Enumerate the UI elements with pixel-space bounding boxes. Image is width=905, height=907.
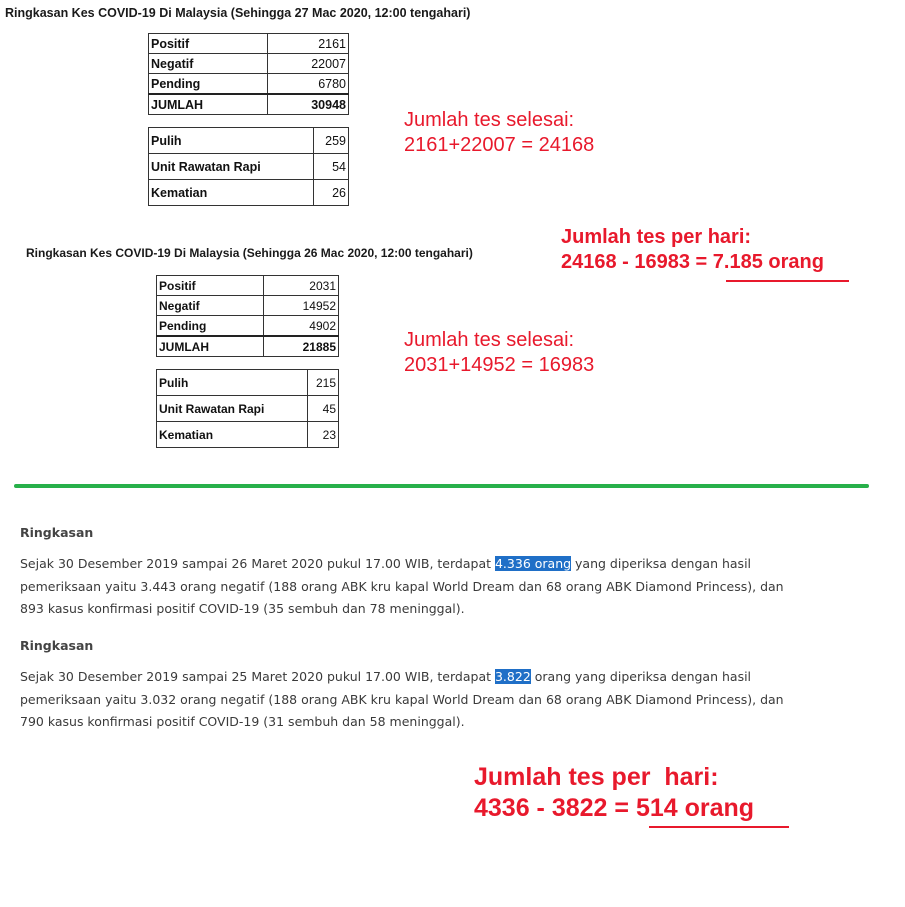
row-label: Positif xyxy=(149,34,268,54)
malaysia-26-outcomes-table xyxy=(156,369,339,448)
note-result: 7.185 orang xyxy=(712,251,824,273)
row-value: 54 xyxy=(314,154,349,180)
total-value: 21885 xyxy=(264,336,339,357)
row-value: 45 xyxy=(308,396,339,422)
completed-tests-27-note xyxy=(404,108,594,158)
summary-1-text xyxy=(20,553,810,621)
table-row xyxy=(149,154,349,180)
malaysia-27-outcomes-table xyxy=(148,127,349,206)
result-underline xyxy=(649,826,789,828)
table-row xyxy=(149,180,349,206)
row-value: 23 xyxy=(308,422,339,448)
summary-text-start: Sejak 30 Desember 2019 sampai 26 Maret 2020 pukul 17.00 WIB, terdapat xyxy=(20,556,495,571)
per-day-indonesia-note xyxy=(474,762,754,824)
table-row xyxy=(157,370,339,396)
row-label: Pulih xyxy=(157,370,308,396)
summary-2-text xyxy=(20,666,810,734)
total-label: JUMLAH xyxy=(157,336,264,357)
note-line: 2031+14952 = 16983 xyxy=(404,354,595,376)
note-line: 2161+22007 = 24168 xyxy=(404,134,595,156)
row-value: 14952 xyxy=(264,296,339,316)
row-label: Pending xyxy=(149,74,268,95)
table-row-total xyxy=(157,336,339,357)
row-value: 26 xyxy=(314,180,349,206)
summary-text-end: orang yang diperiksa dengan hasil pemeriksaan yaitu 3.032 orang negatif (188 orang ABK kru kapal World Dream dan 68 orang ABK Diamond Princess), dan 790 kasus konfirmasi positif COVID-19 (31 sembuh dan 58 meninggal). xyxy=(20,669,784,729)
row-value: 6780 xyxy=(268,74,349,95)
row-label: Negatif xyxy=(149,54,268,74)
summary-1-title: Ringkasan xyxy=(20,525,94,540)
row-value: 2031 xyxy=(264,276,339,296)
row-value: 22007 xyxy=(268,54,349,74)
note-line: Jumlah tes selesai: xyxy=(404,109,575,131)
table-row xyxy=(149,54,349,74)
malaysia-26-header: Ringkasan Kes COVID-19 Di Malaysia (Sehingga 26 Mac 2020, 12:00 tengahari) xyxy=(26,246,473,260)
row-label: Pending xyxy=(157,316,264,337)
note-line: Jumlah tes per hari: xyxy=(474,763,719,791)
row-label: Negatif xyxy=(157,296,264,316)
row-label: Kematian xyxy=(149,180,314,206)
row-label: Positif xyxy=(157,276,264,296)
row-label: Kematian xyxy=(157,422,308,448)
row-value: 215 xyxy=(308,370,339,396)
row-value: 2161 xyxy=(268,34,349,54)
malaysia-26-tests-table xyxy=(156,275,339,357)
note-line: Jumlah tes per hari: xyxy=(561,226,752,248)
note-line xyxy=(561,250,824,275)
table-row xyxy=(157,396,339,422)
highlighted-count: 4.336 orang xyxy=(494,556,572,571)
table-row-total xyxy=(149,94,349,115)
table-row xyxy=(157,276,339,296)
row-label: Unit Rawatan Rapi xyxy=(149,154,314,180)
table-row xyxy=(149,74,349,95)
note-result: 514 orang xyxy=(635,794,755,822)
total-value: 30948 xyxy=(268,94,349,115)
highlighted-count: 3.822 xyxy=(494,669,531,684)
summary-2-title: Ringkasan xyxy=(20,638,94,653)
table-row xyxy=(157,316,339,337)
table-row xyxy=(149,34,349,54)
per-day-malaysia-note xyxy=(561,225,824,275)
table-row xyxy=(157,296,339,316)
total-label: JUMLAH xyxy=(149,94,268,115)
row-label: Pulih xyxy=(149,128,314,154)
note-line xyxy=(474,793,754,824)
row-label: Unit Rawatan Rapi xyxy=(157,396,308,422)
result-underline xyxy=(726,280,849,282)
malaysia-27-tests-table xyxy=(148,33,349,115)
malaysia-27-header: Ringkasan Kes COVID-19 Di Malaysia (Sehingga 27 Mac 2020, 12:00 tengahari) xyxy=(5,6,471,20)
table-row xyxy=(157,422,339,448)
note-line: Jumlah tes selesai: xyxy=(404,329,575,351)
completed-tests-26-note xyxy=(404,328,594,378)
section-divider xyxy=(14,484,869,488)
summary-text-start: Sejak 30 Desember 2019 sampai 25 Maret 2020 pukul 17.00 WIB, terdapat xyxy=(20,669,495,684)
row-value: 4902 xyxy=(264,316,339,337)
table-row xyxy=(149,128,349,154)
summary-text-end: yang diperiksa dengan hasil pemeriksaan yaitu 3.443 orang negatif (188 orang ABK kru kapal World Dream dan 68 orang ABK Diamond Princess), dan 893 kasus konfirmasi positif COVID-19 (35 sembuh dan 78 meninggal). xyxy=(20,556,784,616)
note-equation: 4336 - 3822 = xyxy=(474,794,636,822)
note-equation: 24168 - 16983 = xyxy=(561,251,713,273)
row-value: 259 xyxy=(314,128,349,154)
